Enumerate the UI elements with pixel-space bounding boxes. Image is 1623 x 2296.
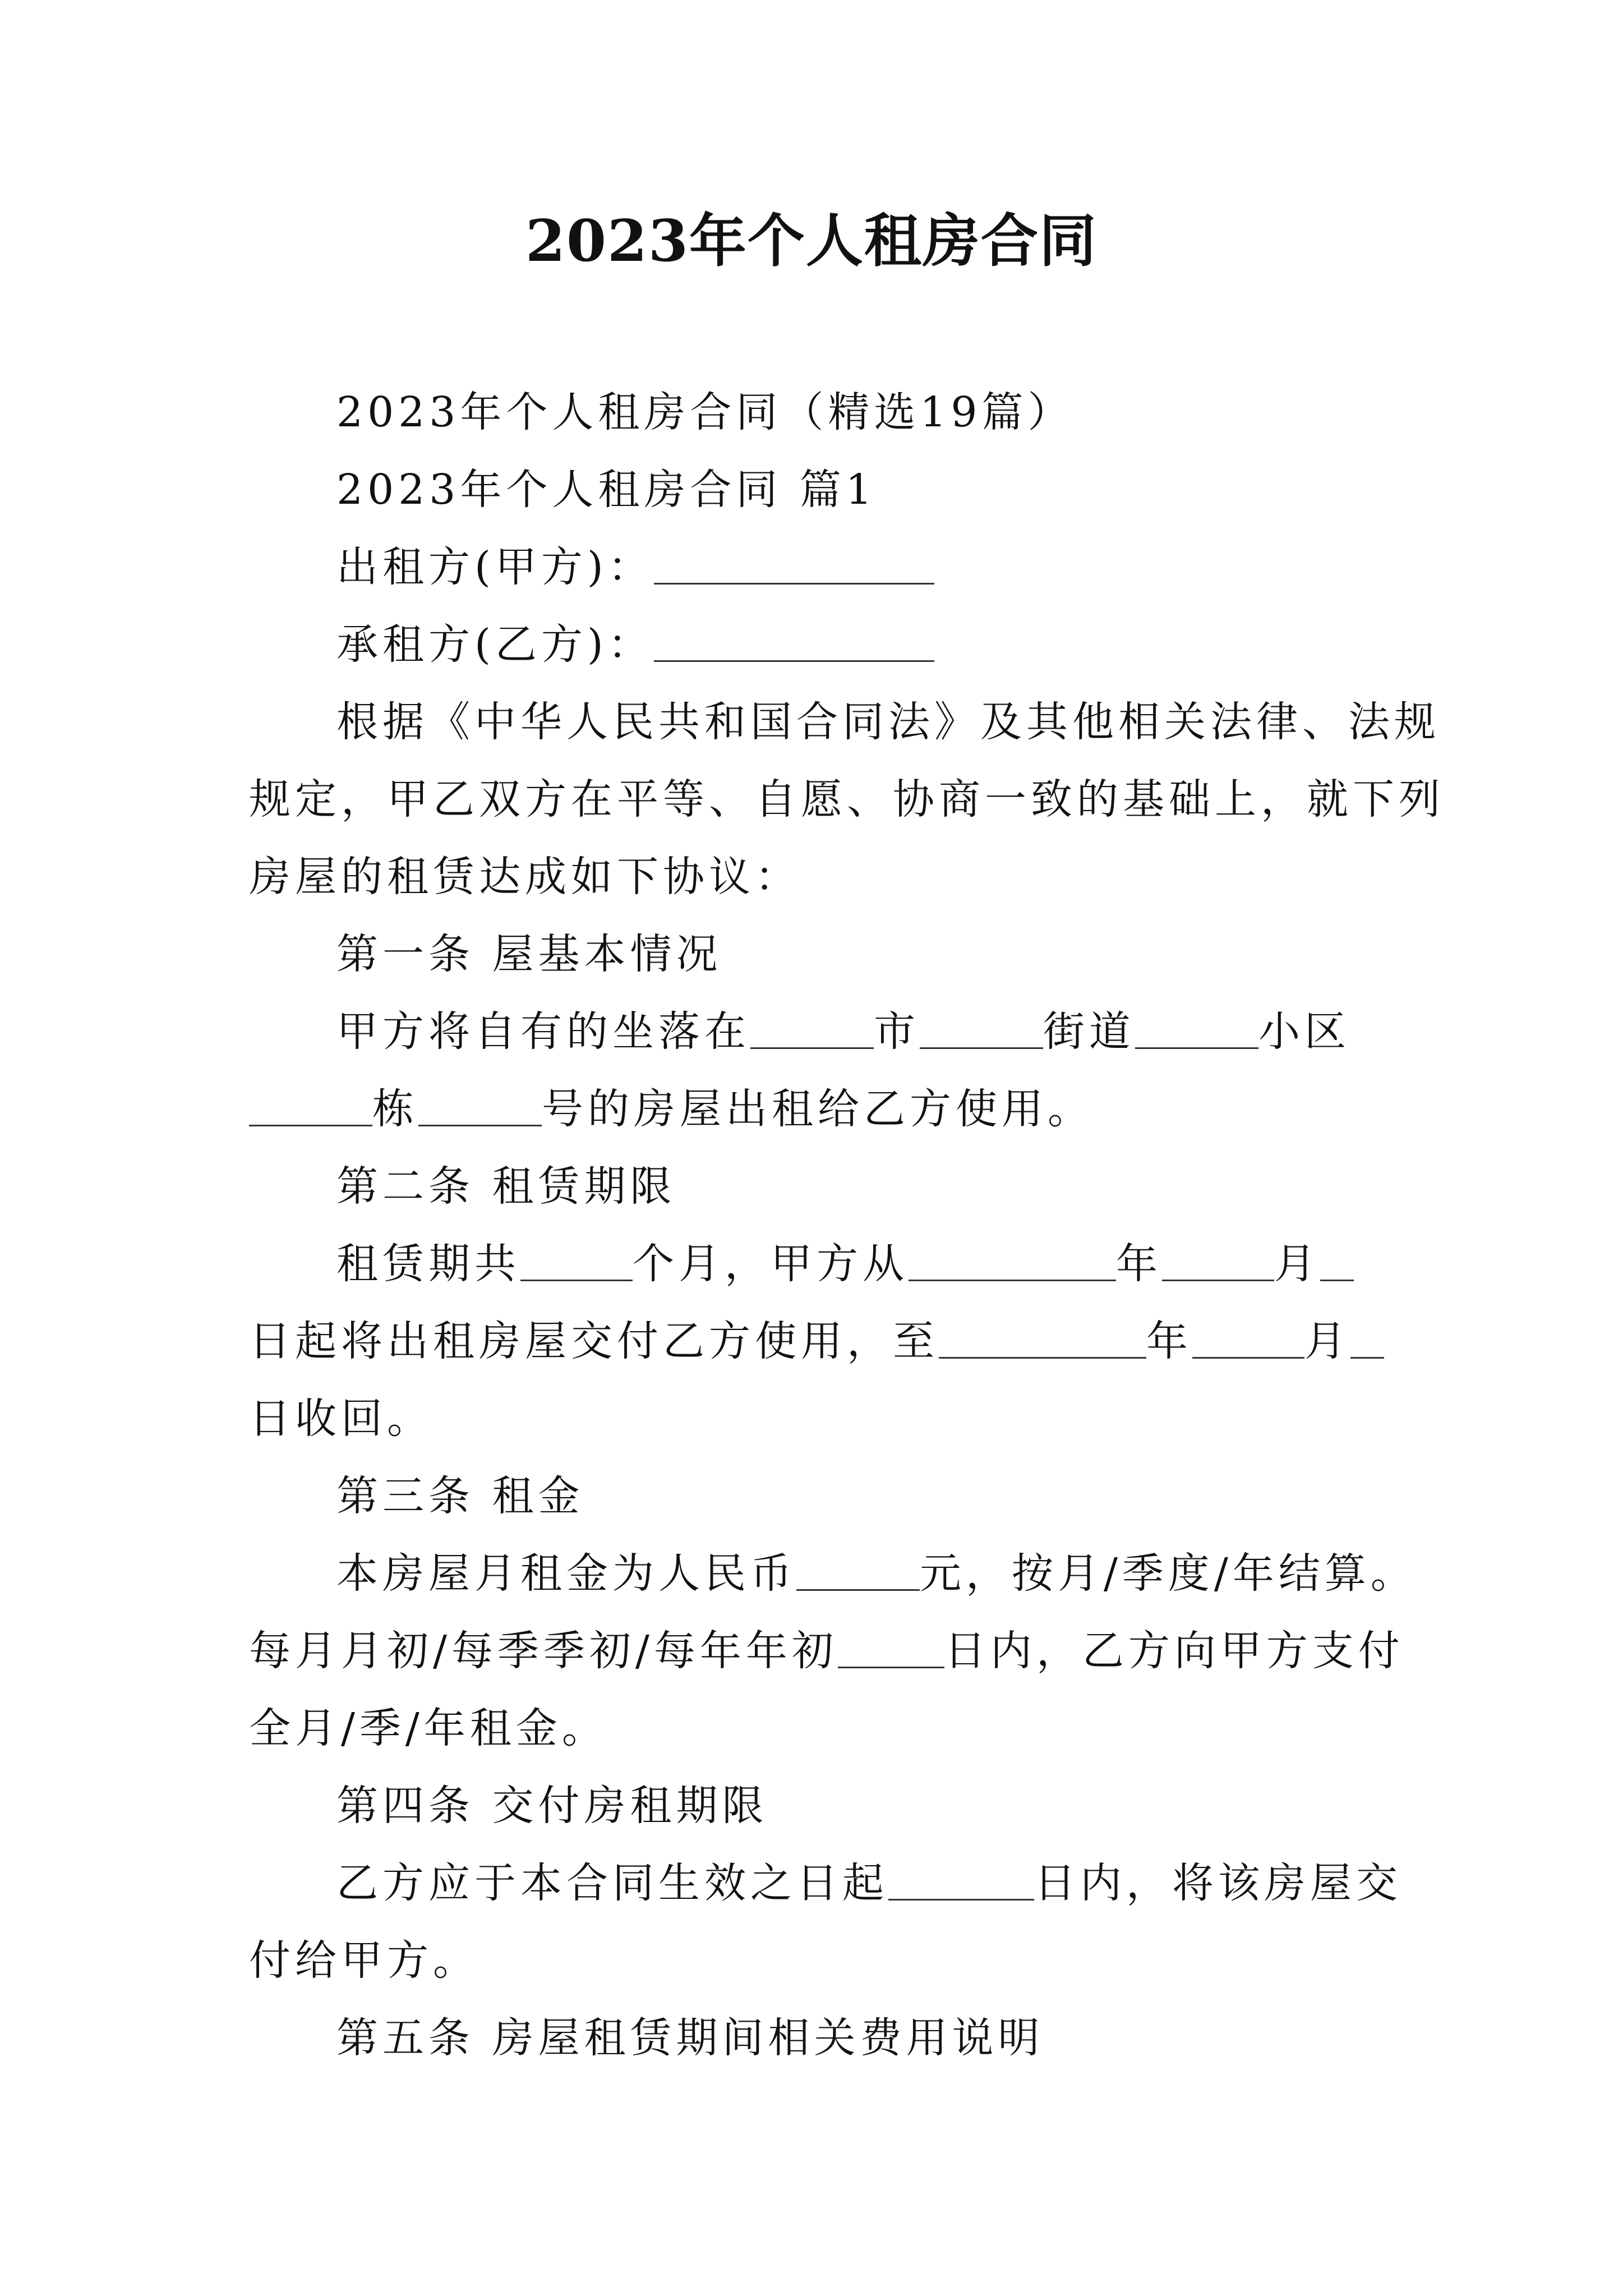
lessee-label: 承租方(乙方)： — [336, 620, 654, 669]
community-blank — [1135, 1008, 1258, 1049]
article-3-line-2 — [249, 1620, 1404, 1682]
city-blank — [750, 1008, 874, 1049]
text-segment: 日内，乙方向甲方支付 — [944, 1627, 1404, 1675]
lessee-blank — [654, 621, 934, 662]
end-year-blank — [939, 1318, 1146, 1359]
article-2-line-2 — [249, 1310, 1384, 1372]
intro-line-1: 根据《中华人民共和国合同法》及其他相关法律、法规 — [336, 698, 1440, 746]
article-1-line-2 — [249, 1078, 1094, 1140]
text-segment: 市 — [874, 1007, 920, 1056]
end-month-blank — [1192, 1318, 1304, 1359]
start-year-blank — [909, 1240, 1116, 1281]
article-2-heading: 第二条 租赁期限 — [336, 1162, 676, 1211]
text-segment: 街道 — [1043, 1007, 1135, 1056]
text-segment: 租赁期共 — [336, 1240, 520, 1288]
article-1-heading: 第一条 屋基本情况 — [336, 930, 722, 978]
months-blank — [520, 1240, 633, 1281]
start-month-blank — [1162, 1240, 1274, 1281]
payment-days-blank — [838, 1627, 944, 1668]
lessor-label: 出租方(甲方)： — [336, 543, 654, 591]
text-segment: 号的房屋出租给乙方使用。 — [542, 1085, 1094, 1133]
article-4-heading: 第四条 交付房租期限 — [336, 1782, 768, 1830]
text-segment: 个月，甲方从 — [633, 1240, 909, 1288]
text-segment: 月 — [1274, 1240, 1320, 1288]
text-segment: 小区 — [1258, 1007, 1350, 1056]
article-2-line-3: 日收回。 — [249, 1395, 433, 1443]
article-3-line-1 — [336, 1543, 1417, 1604]
chapter-heading: 2023年个人租房合同 篇1 — [336, 466, 877, 514]
text-segment: 年 — [1146, 1317, 1192, 1365]
article-3-heading: 第三条 租金 — [336, 1472, 584, 1520]
text-segment: 日内，将该房屋交 — [1034, 1859, 1402, 1907]
text-segment: 每月月初/每季季初/每年年初 — [249, 1627, 838, 1675]
street-blank — [920, 1008, 1043, 1049]
lessee-line — [336, 614, 934, 675]
text-segment: 月 — [1304, 1317, 1350, 1365]
delivery-days-blank — [888, 1860, 1034, 1901]
text-segment: 乙方应于本合同生效之日起 — [336, 1859, 888, 1907]
text-segment: 元，按月/季度/年结算。 — [920, 1549, 1417, 1598]
number-blank — [418, 1085, 542, 1126]
document-title: 2023年个人租房合同 — [525, 208, 1098, 275]
rent-amount-blank — [796, 1550, 920, 1591]
article-3-line-3: 全月/季/年租金。 — [249, 1704, 608, 1752]
article-5-heading: 第五条 房屋租赁期间相关费用说明 — [336, 2014, 1044, 2062]
article-4-line-1 — [336, 1852, 1402, 1914]
article-4-line-2: 付给甲方。 — [249, 1936, 479, 1985]
text-segment: 年 — [1116, 1240, 1162, 1288]
article-2-line-1 — [336, 1233, 1354, 1295]
lessor-line — [336, 536, 934, 598]
text-segment: 日起将出租房屋交付乙方使用，至 — [249, 1317, 939, 1365]
start-day-blank — [1320, 1240, 1354, 1281]
building-blank — [249, 1085, 372, 1126]
intro-line-2: 规定，甲乙双方在平等、自愿、协商一致的基础上，就下列 — [249, 775, 1445, 823]
article-1-line-1 — [336, 1001, 1350, 1062]
text-segment: 栋 — [372, 1085, 418, 1133]
lessor-blank — [654, 544, 934, 585]
end-day-blank — [1350, 1318, 1384, 1359]
intro-line-3: 房屋的租赁达成如下协议： — [249, 853, 801, 901]
text-segment: 本房屋月租金为人民币 — [336, 1549, 796, 1598]
text-segment: 甲方将自有的坐落在 — [336, 1007, 750, 1056]
document-subtitle: 2023年个人租房合同（精选19篇） — [336, 388, 1074, 436]
